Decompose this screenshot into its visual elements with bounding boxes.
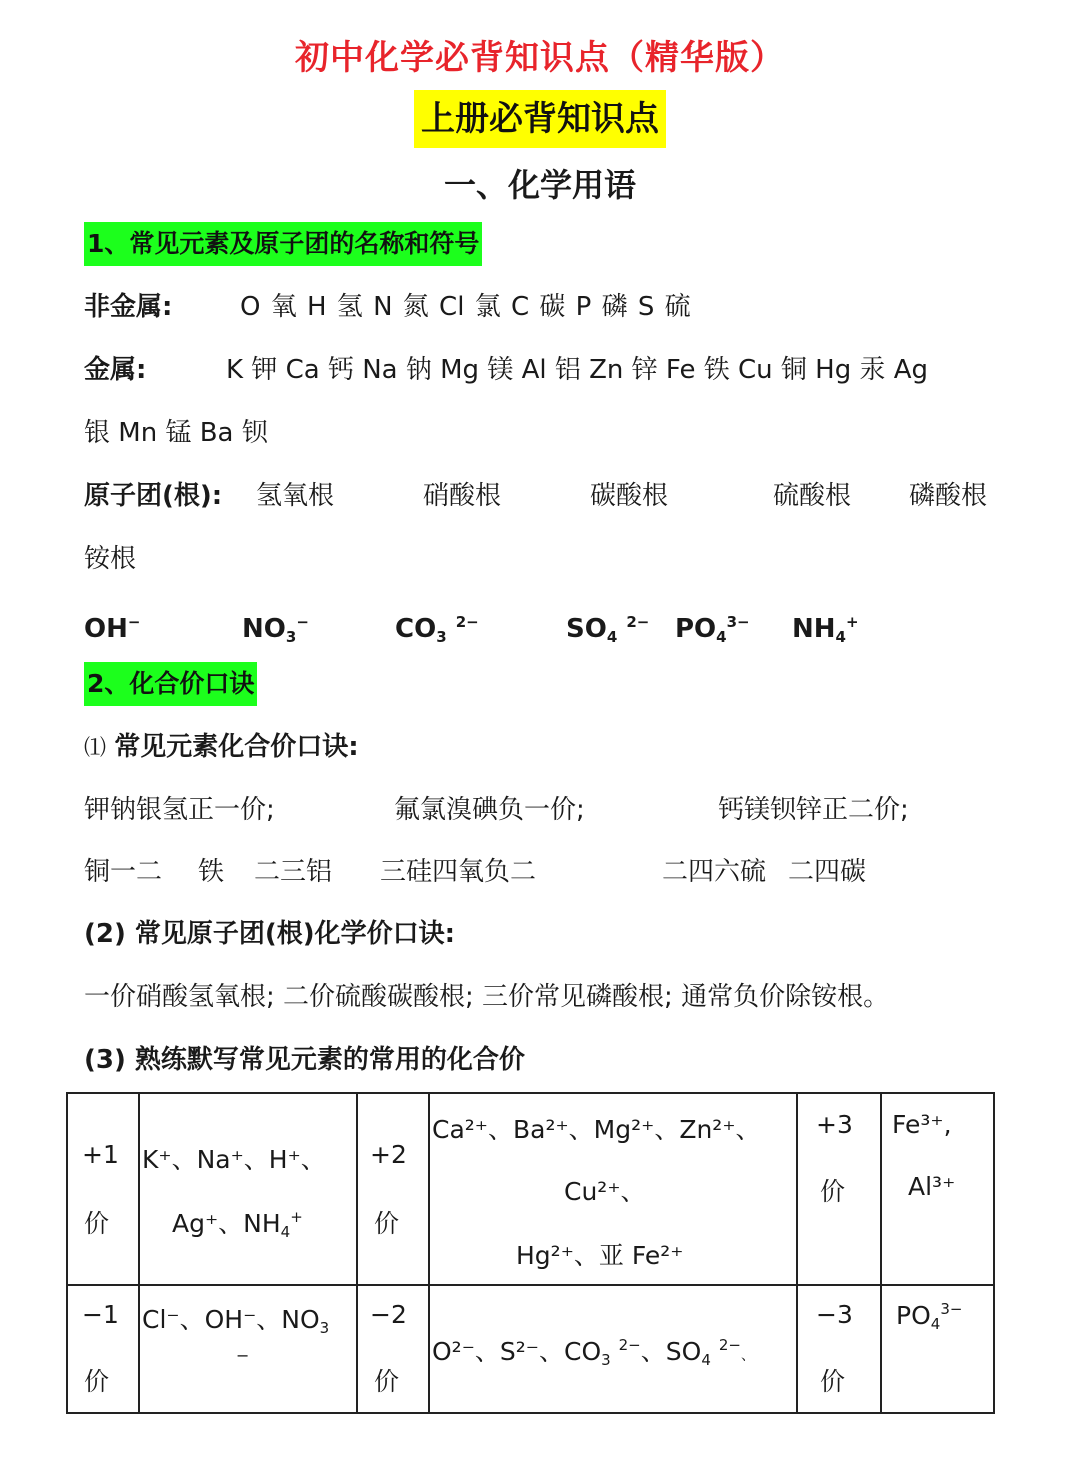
valence-value: −1 (82, 1300, 119, 1329)
metal-list-line2: 银 Mn 锰 Ba 钡 (84, 418, 268, 448)
valence-value: +2 (370, 1140, 407, 1169)
nonmetal-list: O 氧 H 氢 N 氮 Cl 氯 C 碳 P 磷 S 硫 (240, 292, 691, 322)
rhyme-6: 二三铝 (254, 857, 333, 887)
valence-unit: 价 (84, 1209, 110, 1238)
group-name-sulfate: 硫酸根 (773, 481, 852, 511)
volume-heading: 上册必背知识点 (414, 90, 666, 148)
valence-cell (357, 1093, 429, 1285)
group-name-phosphate: 磷酸根 (909, 481, 988, 511)
valence-table (66, 1092, 995, 1414)
group-valence-rhyme: 一价硝酸氢氧根; 二价硫酸碳酸根; 三价常见磷酸根; 通常负价除铵根。 (84, 982, 890, 1012)
formula-phosphate: $PO_4^{3-}$ (675, 613, 750, 646)
formula-hydroxide: OH− (84, 613, 141, 644)
formula-carbonate: $CO_3$ $^{2-}$ (395, 613, 479, 646)
ion-list: $PO_4^{3-}$ (896, 1300, 963, 1333)
group-name-ammonium: 铵根 (84, 544, 137, 574)
valence-cell (797, 1285, 881, 1413)
valence-unit: 价 (820, 1177, 846, 1206)
group-label: 原子团(根): (84, 481, 223, 511)
ion-cell (881, 1093, 994, 1285)
rhyme-5: 铁 (198, 857, 225, 887)
metal-list-line1: K 钾 Ca 钙 Na 钠 Mg 镁 Al 铝 Zn 锌 Fe 铁 Cu 铜 Hg 汞 Ag (226, 355, 929, 385)
valence-unit: 价 (820, 1367, 846, 1396)
valence-cell (67, 1285, 139, 1413)
ion-list: K⁺、Na⁺、H⁺、 (142, 1145, 326, 1174)
ion-list: Ca²⁺、Ba²⁺、Mg²⁺、Zn²⁺、 (432, 1115, 761, 1144)
subsection3-title: (3) 熟练默写常见元素的常用的化合价 (84, 1045, 525, 1075)
valence-value: +1 (82, 1140, 119, 1169)
valence-unit: 价 (374, 1367, 400, 1396)
ion-list: Cl⁻、OH⁻、$NO_3$ (142, 1305, 330, 1337)
valence-value: −3 (816, 1300, 853, 1329)
valence-cell (67, 1093, 139, 1285)
ion-cell (881, 1285, 994, 1413)
group-name-carbonate: 碳酸根 (590, 481, 669, 511)
ion-cell (429, 1285, 797, 1413)
formula-ammonium: $NH_4^+$ (792, 613, 859, 646)
rhyme-8: 二四六硫 (662, 857, 767, 887)
rhyme-9: 二四碳 (788, 857, 867, 887)
ion-list: − (236, 1346, 250, 1365)
formula-sulfate: $SO_4$ $^{2-}$ (566, 613, 650, 646)
group-name-nitrate: 硝酸根 (423, 481, 502, 511)
formula-nitrate: $NO_3^-$ (242, 613, 309, 646)
section2-heading: 2、化合价口诀 (84, 662, 257, 706)
metal-label: 金属: (84, 355, 147, 385)
rhyme-1: 钾钠银氢正一价; (84, 795, 275, 825)
ion-cell (139, 1093, 357, 1285)
ion-list: Fe³⁺, (892, 1110, 952, 1139)
section1-heading: 1、常见元素及原子团的名称和符号 (84, 222, 482, 266)
subsection2-title: (2) 常见原子团(根)化学价口诀: (84, 919, 456, 949)
valence-value: −2 (370, 1300, 407, 1329)
rhyme-4: 铜一二 (84, 857, 163, 887)
valence-unit: 价 (374, 1209, 400, 1238)
ion-list: Hg²⁺、亚 Fe²⁺ (516, 1241, 684, 1270)
table-row (67, 1285, 994, 1413)
ion-list: O²⁻、S²⁻、$CO_3$ $^{2-}$、$SO_4$ $^{2-}$、 (432, 1336, 755, 1369)
table-row (67, 1093, 994, 1285)
valence-unit: 价 (84, 1367, 110, 1396)
ion-list: Ag⁺、$NH_4^+$ (172, 1208, 303, 1241)
group-name-hydroxide: 氢氧根 (256, 481, 335, 511)
ion-cell (139, 1285, 357, 1413)
valence-cell (357, 1285, 429, 1413)
valence-value: +3 (816, 1110, 853, 1139)
ion-list: Cu²⁺、 (564, 1177, 646, 1206)
rhyme-2: 氟氯溴碘负一价; (394, 795, 585, 825)
nonmetal-label: 非金属: (84, 292, 173, 322)
ion-list: Al³⁺ (908, 1172, 956, 1201)
ion-cell (429, 1093, 797, 1285)
rhyme-3: 钙镁钡锌正二价; (718, 795, 909, 825)
rhyme-7: 三硅四氧负二 (380, 857, 537, 887)
valence-cell (797, 1093, 881, 1285)
subsection1-title: ⑴ 常见元素化合价口诀: (84, 732, 359, 762)
page-title: 初中化学必背知识点（精华版） (295, 38, 785, 78)
chapter-heading: 一、化学用语 (443, 166, 636, 204)
